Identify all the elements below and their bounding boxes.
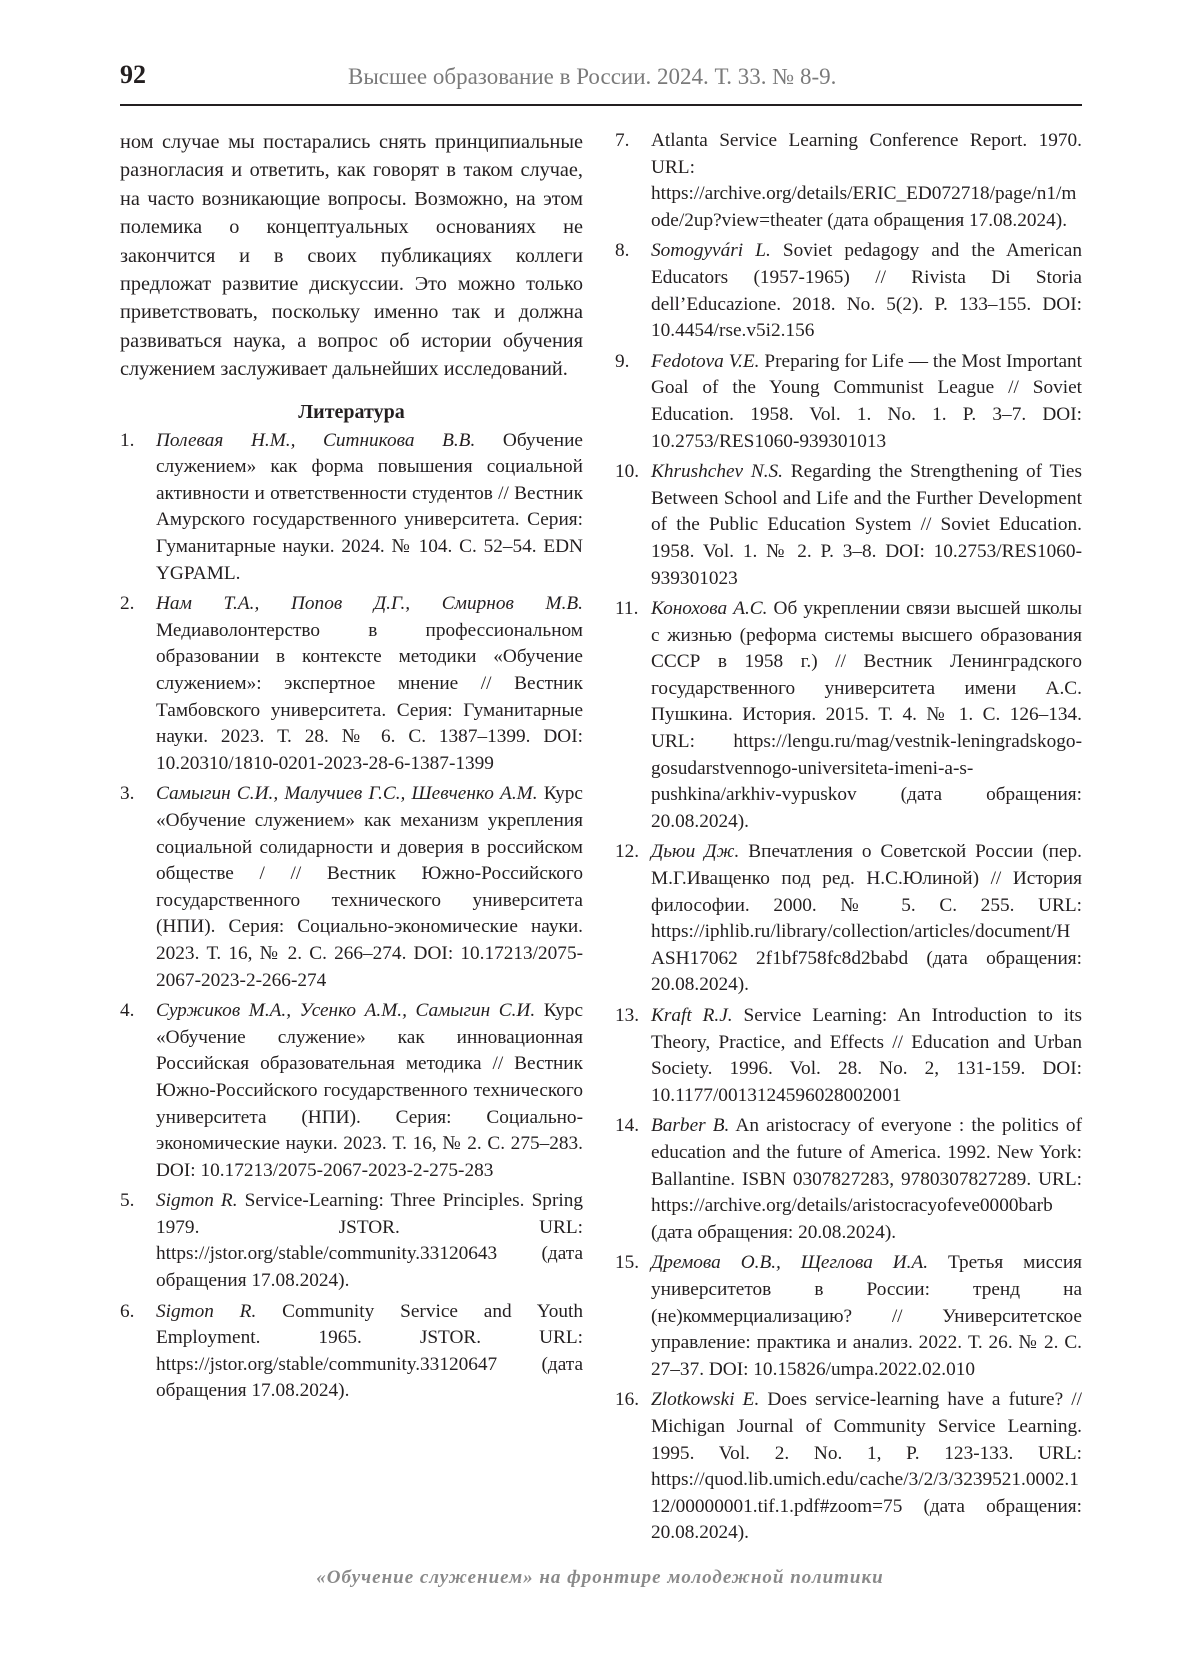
reference-item [615,1250,1082,1383]
reference-authors: Самыгин С.И., Малучиев Г.С., Шевченко А.М. [156,783,538,805]
reference-number: 4. [120,1000,135,1022]
reference-text: Курс «Обучение служение» как инновационная Российская образовательная методика // Вестник Южно-Российского государственного технического университета (НПИ). Серия: Социально-экономические науки. 2023. Т. 16, № 2. С. 275–283. DOI: 10.17213/2075-2067-2023-2-275-283 [156,1000,583,1181]
reference-number: 7. [615,130,630,151]
reference-number: 14. [615,1115,640,1137]
reference-authors: Khrushchev N.S. [651,461,783,483]
reference-authors: Нам Т.А., Попов Д.Г., Смирнов М.В. [156,593,583,615]
reference-authors: Zlotkowski E. [651,1389,760,1411]
reference-text: Soviet pedagogy and the American Educators (1957-1965) // Rivista Di Storia dell’Educazione. 2018. No. 5(2). P. 133–155. DOI: 10.4454/rse.v5i2.156 [651,240,1082,342]
header-divider [120,104,1082,106]
reference-text: Does service-learning have a future? // Michigan Journal of Community Service Learning. 1995. Vol. 2. No. 1, P. 123-133. URL: https://quod.lib.umich.edu/cache/3/2/3/3239521.0002.112/00000001.tif.1.pdf#zoom=75 (дата обращения: 20.08.2024). [651,1389,1082,1544]
reference-number: 8. [615,240,630,262]
reference-text: Об укреплении связи высшей школы с жизнью (реформа системы высшего образования СССР в 1958 г.) // Вестник Ленинградского государственного университета имени А.С. Пушкина. История. 2015. Т. 4. № 1. С. 126–134. URL: https://lengu.ru/mag/vestnik-leningradskogo-gosudarstvennogo-universiteta-imeni-a-s-pushkina/arkhiv-vypuskov (дата обращения: 20.08.2024). [651,598,1082,832]
reference-authors: Суржиков М.А., Усенко А.М., Самыгин С.И. [156,1000,536,1022]
literature-heading: Литература [298,400,405,423]
reference-authors: Полевая Н.М., Ситникова В.В. [156,429,476,451]
journal-title: Высшее образование в России. 2024. Т. 33. № 8-9. [348,64,837,89]
reference-number: 5. [120,1190,135,1212]
reference-item [120,1299,583,1405]
reference-text: Community Service and Youth Employment. 1965. JSTOR. URL: https://jstor.org/stable/community.33120647 (дата обращения 17.08.2024). [156,1300,584,1402]
reference-text: Atlanta Service Learning Conference Report. 1970. URL: https://archive.org/details/ERIC_ED072718/page/n1/mode/2up?view=theater (дата обращения 17.08.2024). [651,130,1082,231]
reference-text: Обучение служением» как форма повышения социальной активности и ответственности студентов // Вестник Амурского государственного университета. Серия: Гуманитарные науки. 2024. № 104. С. 52–54. EDN YGPAML. [156,429,583,584]
reference-text: Regarding the Strengthening of Ties Between School and Life and the Further Development of the Public Education System // Soviet Education. 1958. Vol. 1. № 2. P. 3–8. DOI: 10.2753/RES1060-939301023 [651,461,1082,589]
reference-item [615,349,1082,455]
reference-number: 6. [120,1300,135,1322]
reference-number: 1. [120,429,135,451]
reference-item [615,596,1082,835]
reference-number: 15. [615,1252,640,1274]
reference-text: Курс «Обучение служением» как механизм укрепления социальной солидарности и доверия в российском обществе / // Вестник Южно-Российского государственного технического университета (НПИ). Серия: Социально-экономические науки. 2023. Т. 16, № 2. С. 266–274. DOI: 10.17213/2075-2067-2023-2-266-274 [156,783,583,991]
reference-text: Service-Learning: Three Principles. Spring 1979. JSTOR. URL: https://jstor.org/stable/community.33120643 (дата обращения 17.08.2024). [156,1190,584,1292]
reference-item [120,591,583,777]
reference-item [615,238,1082,344]
reference-item [120,781,583,994]
reference-item [120,1188,583,1294]
reference-item [615,128,1082,234]
reference-number: 16. [615,1389,640,1411]
reference-text: Медиаволонтерство в профессиональном образовании в контексте методики «Обучение служением»: экспертное мнение // Вестник Тамбовского университета. Серия: Гуманитарные науки. 2023. Т. 28. № 6. С. 1387–1399. DOI: 10.20310/1810-0201-2023-28-6-1387-1399 [156,619,583,774]
reference-authors: Kraft R.J. [651,1005,733,1026]
reference-number: 10. [615,461,640,483]
reference-authors: Дремова О.В., Щеглова И.А. [651,1252,929,1274]
reference-item [120,998,583,1184]
reference-authors: Sigmon R. [156,1190,238,1212]
left-column [120,128,583,1409]
reference-item [615,1003,1082,1109]
reference-item [615,1387,1082,1547]
reference-number: 3. [120,783,135,805]
reference-item [615,459,1082,592]
reference-text: Service Learning: An Introduction to its Theory, Practice, and Effects // Education and Urban Society. 1996. Vol. 28. No. 2, 131-159. DOI: 10.1177/0013124596028002001 [651,1005,1082,1106]
reference-number: 2. [120,593,135,615]
reference-text: Впечатления о Советской России (пер. М.Г.Иващенко под ред. Н.С.Юлиной) // История философии. 2000. № 5. С. 255. URL: https://iphlib.ru/library/collection/articles/document/HASH17062 2f1bf758fc8d2babd (дата обращения: 20.08.2024). [651,841,1082,996]
reference-text: Третья миссия университетов в России: тренд на (не)коммерциализацию? // Университетское управление: практика и анализ. 2022. Т. 26. № 2. С. 27–37. DOI: 10.15826/umpa.2022.02.010 [651,1252,1083,1380]
running-footer: «Обучение служением» на фронтире молодежной политики [316,1567,884,1588]
reference-number: 9. [615,350,630,372]
reference-authors: Barber B. [651,1115,730,1137]
page-number: 92 [120,60,146,89]
reference-authors: Конохова А.С. [651,598,768,620]
reference-item [120,428,583,588]
reference-item [615,839,1082,999]
reference-text: Preparing for Life — the Most Important Goal of the Young Communist League // Soviet Education. 1958. Vol. 1. No. 1. P. 3–7. DOI: 10.2753/RES1060-939301013 [651,350,1083,452]
reference-authors: Дьюи Дж. [651,841,740,863]
reference-number: 13. [615,1005,640,1026]
reference-authors: Sigmon R. [156,1300,257,1322]
reference-authors: Somogyvári L. [651,240,771,262]
reference-item [615,1113,1082,1246]
intro-paragraph: ном случае мы постарались снять принципиальные разногласия и ответить, как говорят в таком случае, на часто возникающие вопросы. Возможно, на этом полемика о концептуальных основаниях не закончится и в своих публикациях коллеги предложат развитие дискуссии. Это можно только приветствовать, поскольку именно так и должна развиваться наука, а вопрос об истории обучения служением заслуживает дальнейших исследований. [120,131,583,381]
references-list-left [120,428,583,1405]
reference-text: An aristocracy of everyone : the politics of education and the future of America. 1992. New York: Ballantine. ISBN 0307827283, 9780307827289. URL: https://archive.org/details/aristocracyofeve0000barb (дата обращения: 20.08.2024). [651,1115,1082,1243]
reference-number: 12. [615,841,640,863]
reference-number: 11. [615,598,639,620]
right-column [615,128,1082,1551]
references-list-right [615,128,1082,1547]
reference-authors: Fedotova V.E. [651,350,760,372]
